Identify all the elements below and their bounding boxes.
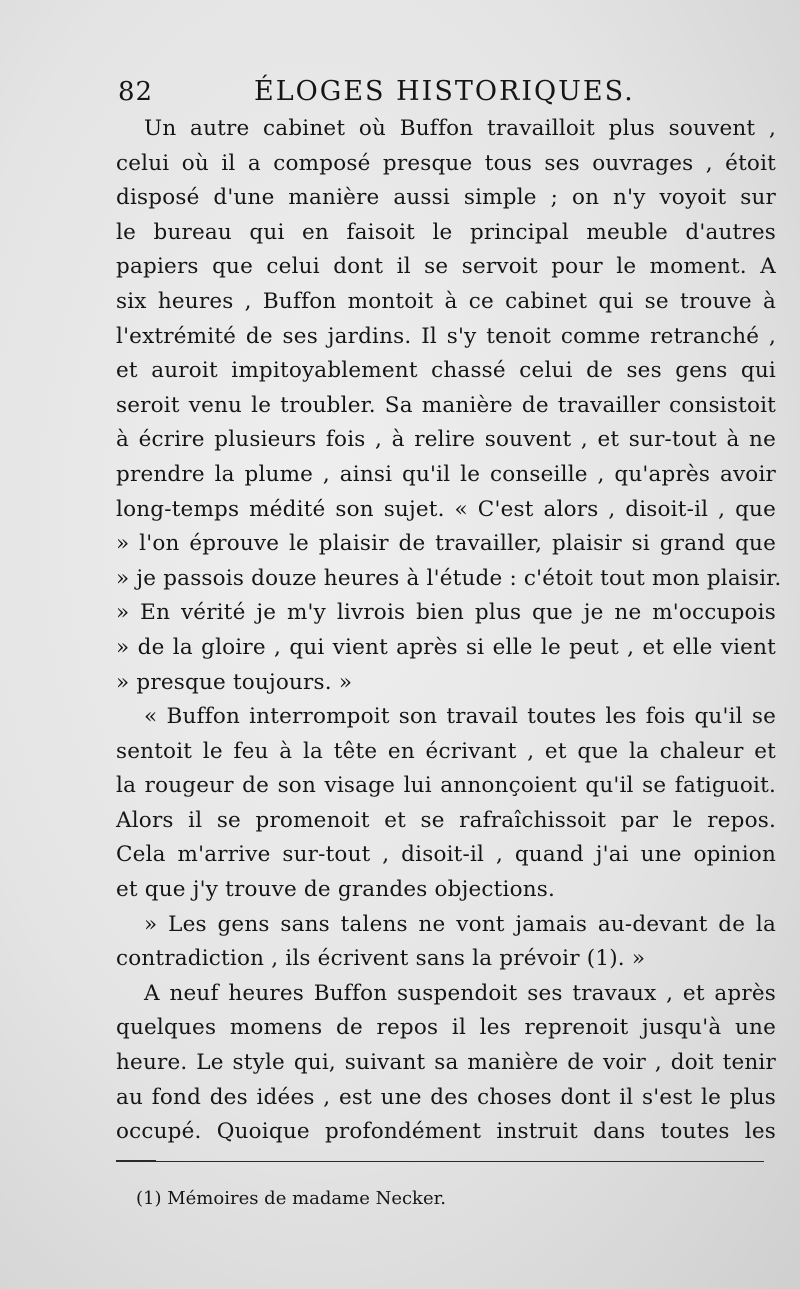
text-line: « Buffon interrompoit son travail toutes les fois qu'il se: [144, 704, 776, 730]
footnote-rule: [116, 1161, 764, 1162]
text-line: contradiction , ils écrivent sans la prévoir (1). »: [116, 946, 646, 972]
text-line: » l'on éprouve le plaisir de travailler, plaisir si grand que: [116, 531, 776, 557]
text-line: et auroit impitoyablement chassé celui de ses gens qui: [116, 358, 776, 384]
text-line: papiers que celui dont il se servoit pour le moment. A: [116, 254, 776, 280]
footnote: (1) Mémoires de madame Necker.: [136, 1188, 446, 1209]
body-text: [116, 112, 782, 1150]
text-line: la rougeur de son visage lui annonçoient qu'il se fatiguoit.: [116, 773, 776, 799]
text-line: seroit venu le troubler. Sa manière de travailler consistoit: [116, 392, 776, 418]
text-line: prendre la plume , ainsi qu'il le conseille , qu'après avoir: [116, 461, 776, 487]
text-line: occupé. Quoique profondément instruit dans toutes les: [116, 1119, 776, 1145]
text-line: » En vérité je m'y livrois bien plus que je ne m'occupois: [116, 600, 776, 626]
text-line: celui où il a composé presque tous ses ouvrages , étoit: [116, 150, 776, 176]
text-line: » presque toujours. »: [116, 669, 353, 695]
page-header: [118, 72, 758, 112]
text-line: disposé d'une manière aussi simple ; on n'y voyoit sur: [116, 185, 776, 211]
text-line: le bureau qui en faisoit le principal meuble d'autres: [116, 219, 776, 245]
text-line: l'extrémité de ses jardins. Il s'y tenoit comme retranché ,: [116, 323, 776, 349]
running-head: ÉLOGES HISTORIQUES.: [254, 76, 635, 107]
text-line: quelques momens de repos il les reprenoit jusqu'à une: [116, 1015, 776, 1041]
text-line: et que j'y trouve de grandes objections.: [116, 877, 556, 903]
text-line: heure. Le style qui, suivant sa manière de voir , doit tenir: [116, 1050, 776, 1076]
text-line: A neuf heures Buffon suspendoit ses travaux , et après: [144, 980, 776, 1006]
text-line: six heures , Buffon montoit à ce cabinet qui se trouve à: [116, 288, 776, 314]
text-line: Alors il se promenoit et se rafraîchissoit par le repos.: [116, 807, 776, 833]
page-number: 82: [118, 77, 154, 107]
text-line: Cela m'arrive sur-tout , disoit-il , quand j'ai une opinion: [116, 842, 776, 868]
text-line: long-temps médité son sujet. « C'est alors , disoit-il , que: [116, 496, 776, 522]
text-line: à écrire plusieurs fois , à relire souvent , et sur-tout à ne: [116, 427, 776, 453]
text-line: sentoit le feu à la tête en écrivant , et que la chaleur et: [116, 738, 776, 764]
text-line: » Les gens sans talens ne vont jamais au-devant de la: [144, 911, 776, 937]
text-line: Un autre cabinet où Buffon travailloit plus souvent ,: [144, 116, 776, 141]
text-line: » de la gloire , qui vient après si elle le peut , et elle vient: [116, 634, 776, 660]
text-line: » je passois douze heures à l'étude : c'étoit tout mon plaisir.: [116, 565, 782, 591]
text-line: au fond des idées , est une des choses dont il s'est le plus: [116, 1084, 776, 1110]
